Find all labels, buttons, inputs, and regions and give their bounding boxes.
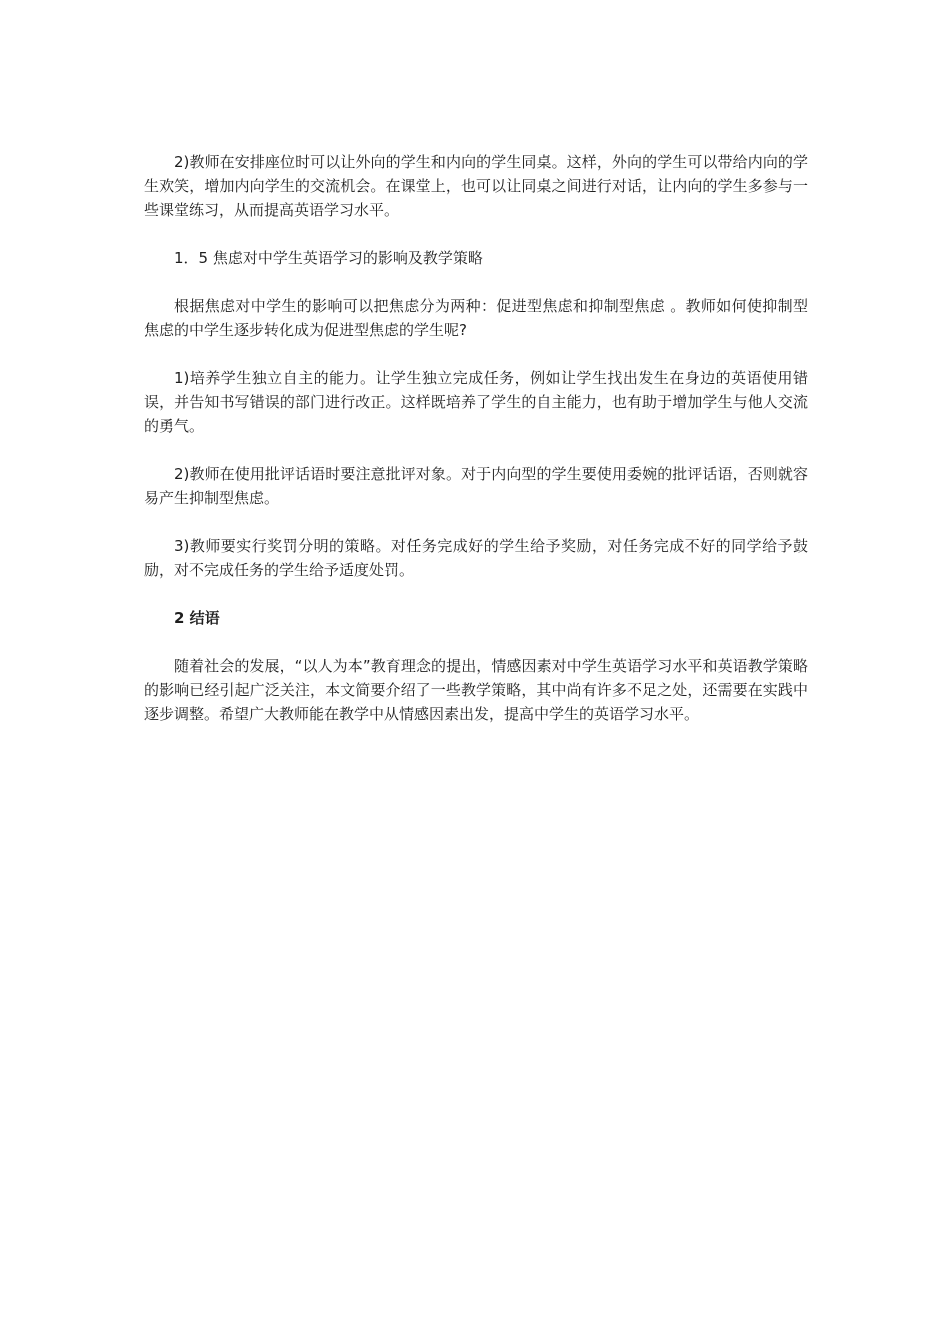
paragraph-conclusion: 随着社会的发展，“以人为本”教育理念的提出，情感因素对中学生英语学习水平和英语教学策略的影响已经引起广泛关注，本文简要介绍了一些教学策略，其中尚有许多不足之处，还需要在实践中逐步调整。希望广大教师能在教学中从情感因素出发，提高中学生的英语学习水平。: [144, 657, 808, 723]
section-heading-anxiety: 1．5 焦虑对中学生英语学习的影响及教学策略: [174, 249, 483, 267]
paragraph-criticism: 2)教师在使用批评话语时要注意批评对象。对于内向型的学生要使用委婉的批评话语，否则就容易产生抑制型焦虑。: [144, 465, 808, 507]
paragraph-reward-punishment: 3)教师要实行奖罚分明的策略。对任务完成好的学生给予奖励，对任务完成不好的同学给予鼓励，对不完成任务的学生给予适度处罚。: [144, 537, 808, 579]
document-body: [144, 150, 808, 750]
paragraph-anxiety-types: 根据焦虑对中学生的影响可以把焦虑分为两种：促进型焦虑和抑制型焦虑 。教师如何使抑制型焦虑的中学生逐步转化成为促进型焦虑的学生呢?: [144, 297, 808, 339]
paragraph-seating-strategy: 2)教师在安排座位时可以让外向的学生和内向的学生同桌。这样，外向的学生可以带给内向的学生欢笑，增加内向学生的交流机会。在课堂上，也可以让同桌之间进行对话，让内向的学生多参与一些课堂练习，从而提高英语学习水平。: [144, 153, 808, 219]
section-heading-conclusion: 2 结语: [174, 609, 220, 627]
paragraph-independence: 1)培养学生独立自主的能力。让学生独立完成任务，例如让学生找出发生在身边的英语使用错误，并告知书写错误的部门进行改正。这样既培养了学生的自主能力，也有助于增加学生与他人交流的勇气。: [144, 369, 808, 435]
